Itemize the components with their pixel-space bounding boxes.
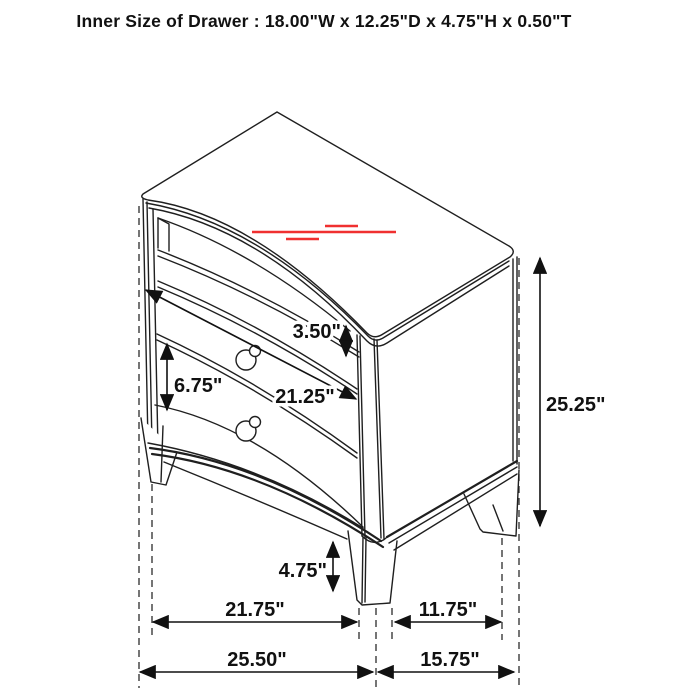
dim-label: 6.75" [174, 375, 223, 397]
back-right-leg [464, 470, 519, 536]
dim-label: 4.75" [278, 560, 327, 582]
dim-leg-height [279, 542, 333, 591]
dim-label: 25.50" [227, 649, 287, 671]
top-surface [142, 112, 513, 346]
back-right-leg-outline [464, 470, 519, 536]
diagram-title: Inner Size of Drawer : 18.00"W x 12.25"D x 4.75"H x 0.50"T [76, 11, 572, 31]
knob-base-icon [250, 417, 261, 428]
dim-label: 15.75" [420, 649, 480, 671]
dim-overall-depth [378, 649, 514, 672]
left-front-stile [143, 199, 158, 449]
dim-front-leg-span [153, 599, 357, 622]
dim-drawer-section-height [167, 344, 222, 410]
dim-label: 3.50" [292, 321, 341, 343]
nightstand-drawing [141, 112, 519, 605]
drawer-2-knob [236, 417, 261, 442]
dim-shelf-opening-height [293, 321, 346, 356]
dim-body-height [540, 258, 606, 526]
dim-overall-width [140, 649, 373, 672]
dim-label: 11.75" [418, 599, 478, 621]
front-right-leg-corner-a [362, 537, 363, 603]
stile-left-inner [153, 209, 158, 449]
dim-label: 21.75" [225, 599, 285, 621]
shelf-cavity-depth [158, 218, 169, 251]
dim-label: 25.25" [546, 394, 606, 416]
apron-molding-a [150, 448, 381, 541]
dim-side-leg-span [395, 599, 501, 622]
drawer-1-knob [236, 346, 261, 371]
dim-label: 21.25" [275, 386, 335, 408]
front-right-leg-corner-b [365, 538, 366, 602]
right-front-stile [357, 335, 386, 542]
